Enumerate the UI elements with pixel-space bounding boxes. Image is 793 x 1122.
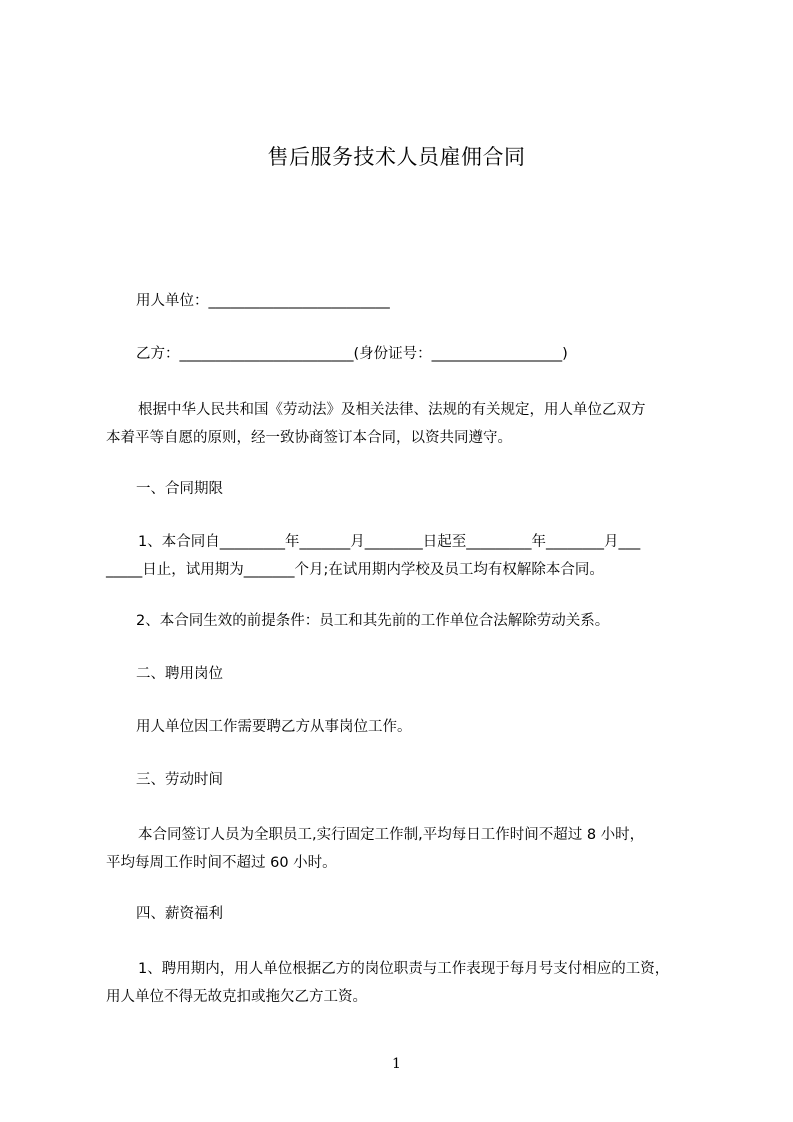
position-line: 用人单位因工作需要聘乙方从事岗位工作。: [136, 719, 412, 735]
section-heading-position: 二、聘用岗位: [136, 666, 223, 682]
salary-line-2: 用人单位不得无故克扣或拖欠乙方工资。: [106, 989, 367, 1005]
contract-term-line-2: _____日止，试用期为_______个月;在试用期内学校及员工均有权解除本合同。: [106, 562, 604, 578]
preamble-line-1: 根据中华人民共和国《劳动法》及相关法律、法规的有关规定，用人单位乙双方: [138, 402, 646, 418]
section-heading-salary: 四、薪资福利: [136, 906, 223, 922]
contract-term-line-1: 1、本合同自_________年_______月________日起至_________年________月___: [138, 534, 641, 550]
section-heading-contract-term: 一、合同期限: [136, 481, 223, 497]
party-b-field-line: 乙方：________________________(身份证号：__________________): [136, 346, 568, 362]
section-heading-working-hours: 三、劳动时间: [136, 772, 223, 788]
employer-field-line: 用人单位：_________________________: [136, 293, 390, 309]
effective-condition-line: 2、本合同生效的前提条件：员工和其先前的工作单位合法解除劳动关系。: [136, 613, 610, 629]
salary-line-1: 1、聘用期内，用人单位根据乙方的岗位职责与工作表现于每月号支付相应的工资，: [138, 961, 670, 977]
page-number: 1: [392, 1056, 401, 1072]
working-hours-line-1: 本合同签订人员为全职员工,实行固定工作制,平均每日工作时间不超过 8 小时，: [138, 827, 645, 843]
working-hours-line-2: 平均每周工作时间不超过 60 小时。: [106, 855, 337, 871]
preamble-line-2: 本着平等自愿的原则，经一致协商签订本合同，以资共同遵守。: [106, 430, 512, 446]
document-title: 售后服务技术人员雇佣合同: [267, 145, 526, 169]
